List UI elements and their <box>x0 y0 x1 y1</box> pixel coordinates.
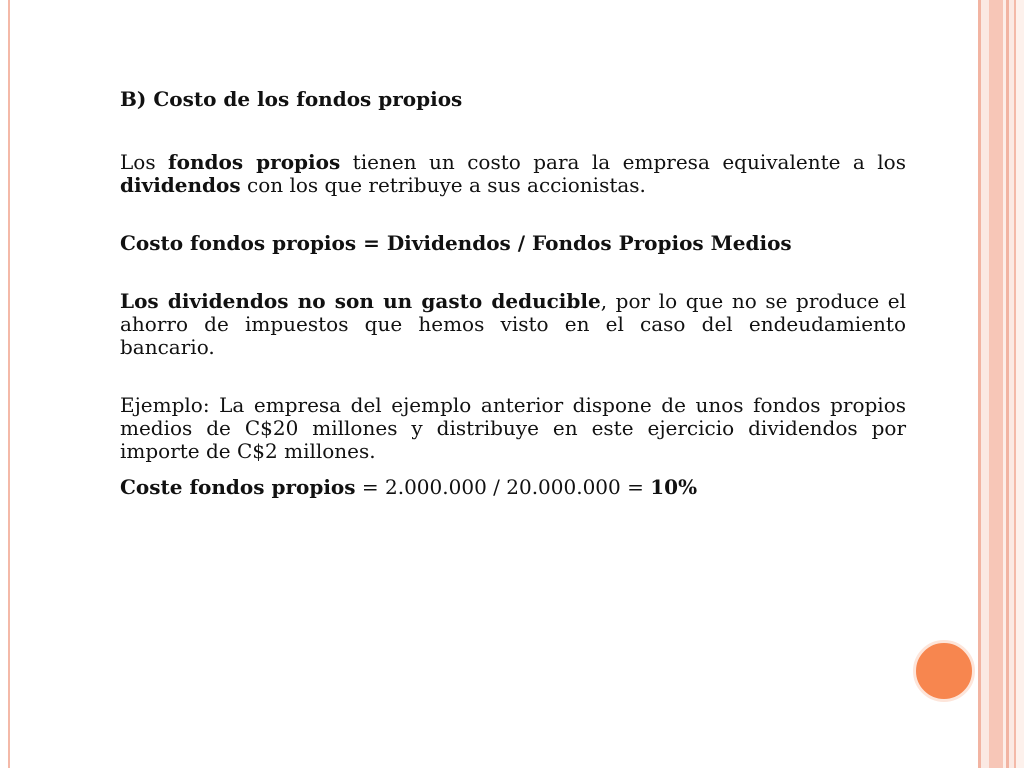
bold-fondos-propios: fondos propios <box>168 150 341 174</box>
bold-coste-fondos-propios: Coste fondos propios <box>120 475 356 499</box>
paragraph-definition <box>120 151 906 197</box>
result-line <box>120 476 906 499</box>
left-border-line <box>8 0 10 768</box>
slide-content <box>120 88 906 499</box>
text-run: , por lo que no se produce el ahorro de impuestos que hemos visto en el caso del endeudamiento bancario. <box>120 289 906 359</box>
bold-not-deductible: Los dividendos no son un gasto deducible <box>120 289 601 313</box>
text-run: = 2.000.000 / 20.000.000 = <box>355 475 651 499</box>
bold-result-value: 10% <box>650 475 698 499</box>
text-run: tienen un costo para la empresa equivalente a los <box>340 150 906 174</box>
text-run: con los que retribuye a sus accionistas. <box>240 173 646 197</box>
paragraph-not-deductible <box>120 290 906 359</box>
orange-circle-decoration <box>913 640 975 702</box>
bold-dividendos: dividendos <box>120 173 241 197</box>
slide-heading: B) Costo de los fondos propios <box>120 87 463 111</box>
formula-line: Costo fondos propios = Dividendos / Fondos Propios Medios <box>120 231 792 255</box>
paragraph-example: Ejemplo: La empresa del ejemplo anterior dispone de unos fondos propios medios de C$20 millones y distribuye en este ejercicio dividendos por importe de C$2 millones. <box>120 393 906 463</box>
right-decorative-frame <box>978 0 1024 768</box>
text-run: Los <box>120 150 169 174</box>
